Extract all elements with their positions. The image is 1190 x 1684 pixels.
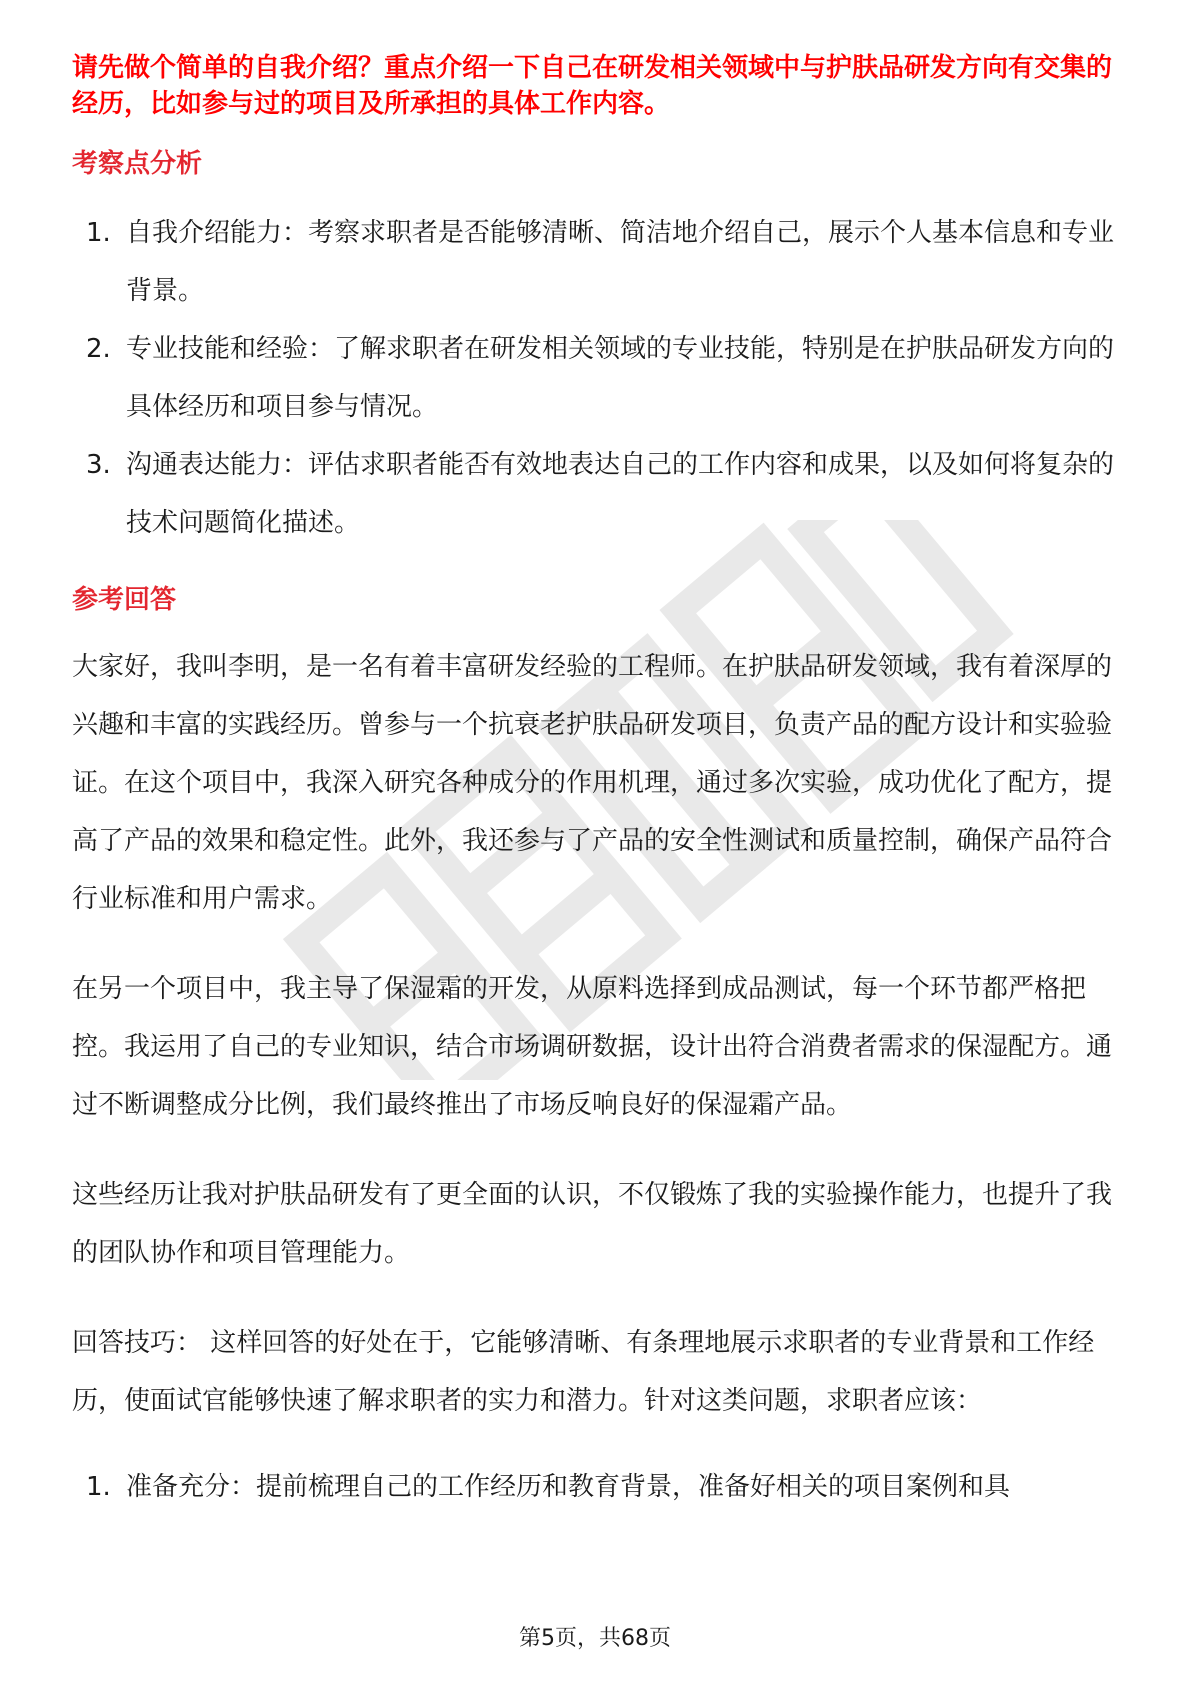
analysis-list [72,204,1122,552]
answer-paragraph: 这些经历让我对护肤品研发有了更全面的认识，不仅锻炼了我的实验操作能力，也提升了我的团队协作和项目管理能力。 [72,1180,1113,1268]
analysis-item-number: 1. [86,218,111,248]
tips-item [72,1458,1122,1516]
analysis-item [72,204,1122,320]
analysis-item [72,436,1122,552]
analysis-item-number: 3. [86,450,111,480]
question-heading: 请先做个简单的自我介绍？重点介绍一下自己在研发相关领域中与护肤品研发方向有交集的经历，比如参与过的项目及所承担的具体工作内容。 [72,53,1113,119]
analysis-item-text: 沟通表达能力：评估求职者能否有效地表达自己的工作内容和成果，以及如何将复杂的技术问题简化描述。 [126,450,1115,538]
analysis-title: 考察点分析 [72,149,203,179]
analysis-item-text: 专业技能和经验：了解求职者在研发相关领域的专业技能，特别是在护肤品研发方向的具体经历和项目参与情况。 [126,334,1115,422]
tips-item-number: 1. [86,1472,111,1502]
answer-tips-paragraph: 回答技巧： 这样回答的好处在于，它能够清晰、有条理地展示求职者的专业背景和工作经历，使面试官能够快速了解求职者的实力和潜力。针对这类问题，求职者应该： [72,1328,1095,1416]
analysis-item-number: 2. [86,334,111,364]
page-footer: 第5页，共68页 [519,1626,671,1651]
answer-paragraph: 大家好，我叫李明，是一名有着丰富研发经验的工程师。在护肤品研发领域，我有着深厚的兴趣和丰富的实践经历。曾参与一个抗衰老护肤品研发项目，负责产品的配方设计和实验验证。在这个项目中，我深入研究各种成分的作用机理，通过多次实验，成功优化了配方，提高了产品的效果和稳定性。此外，我还参与了产品的安全性测试和质量控制，确保产品符合行业标准和用户需求。 [72,652,1113,914]
tips-item-text: 准备充分：提前梳理自己的工作经历和教育背景，准备好相关的项目案例和具 [126,1472,1011,1502]
analysis-item-text: 自我介绍能力：考察求职者是否能够清晰、简洁地介绍自己，展示个人基本信息和专业背景。 [126,218,1115,306]
tips-list [72,1458,1122,1516]
analysis-item [72,320,1122,436]
answer-paragraph: 在另一个项目中，我主导了保湿霜的开发，从原料选择到成品测试，每一个环节都严格把控。我运用了自己的专业知识，结合市场调研数据，设计出符合消费者需求的保湿配方。通过不断调整成分比例，我们最终推出了市场反响良好的保湿霜产品。 [72,974,1113,1120]
answer-title: 参考回答 [72,585,177,615]
content [72,50,1122,1516]
